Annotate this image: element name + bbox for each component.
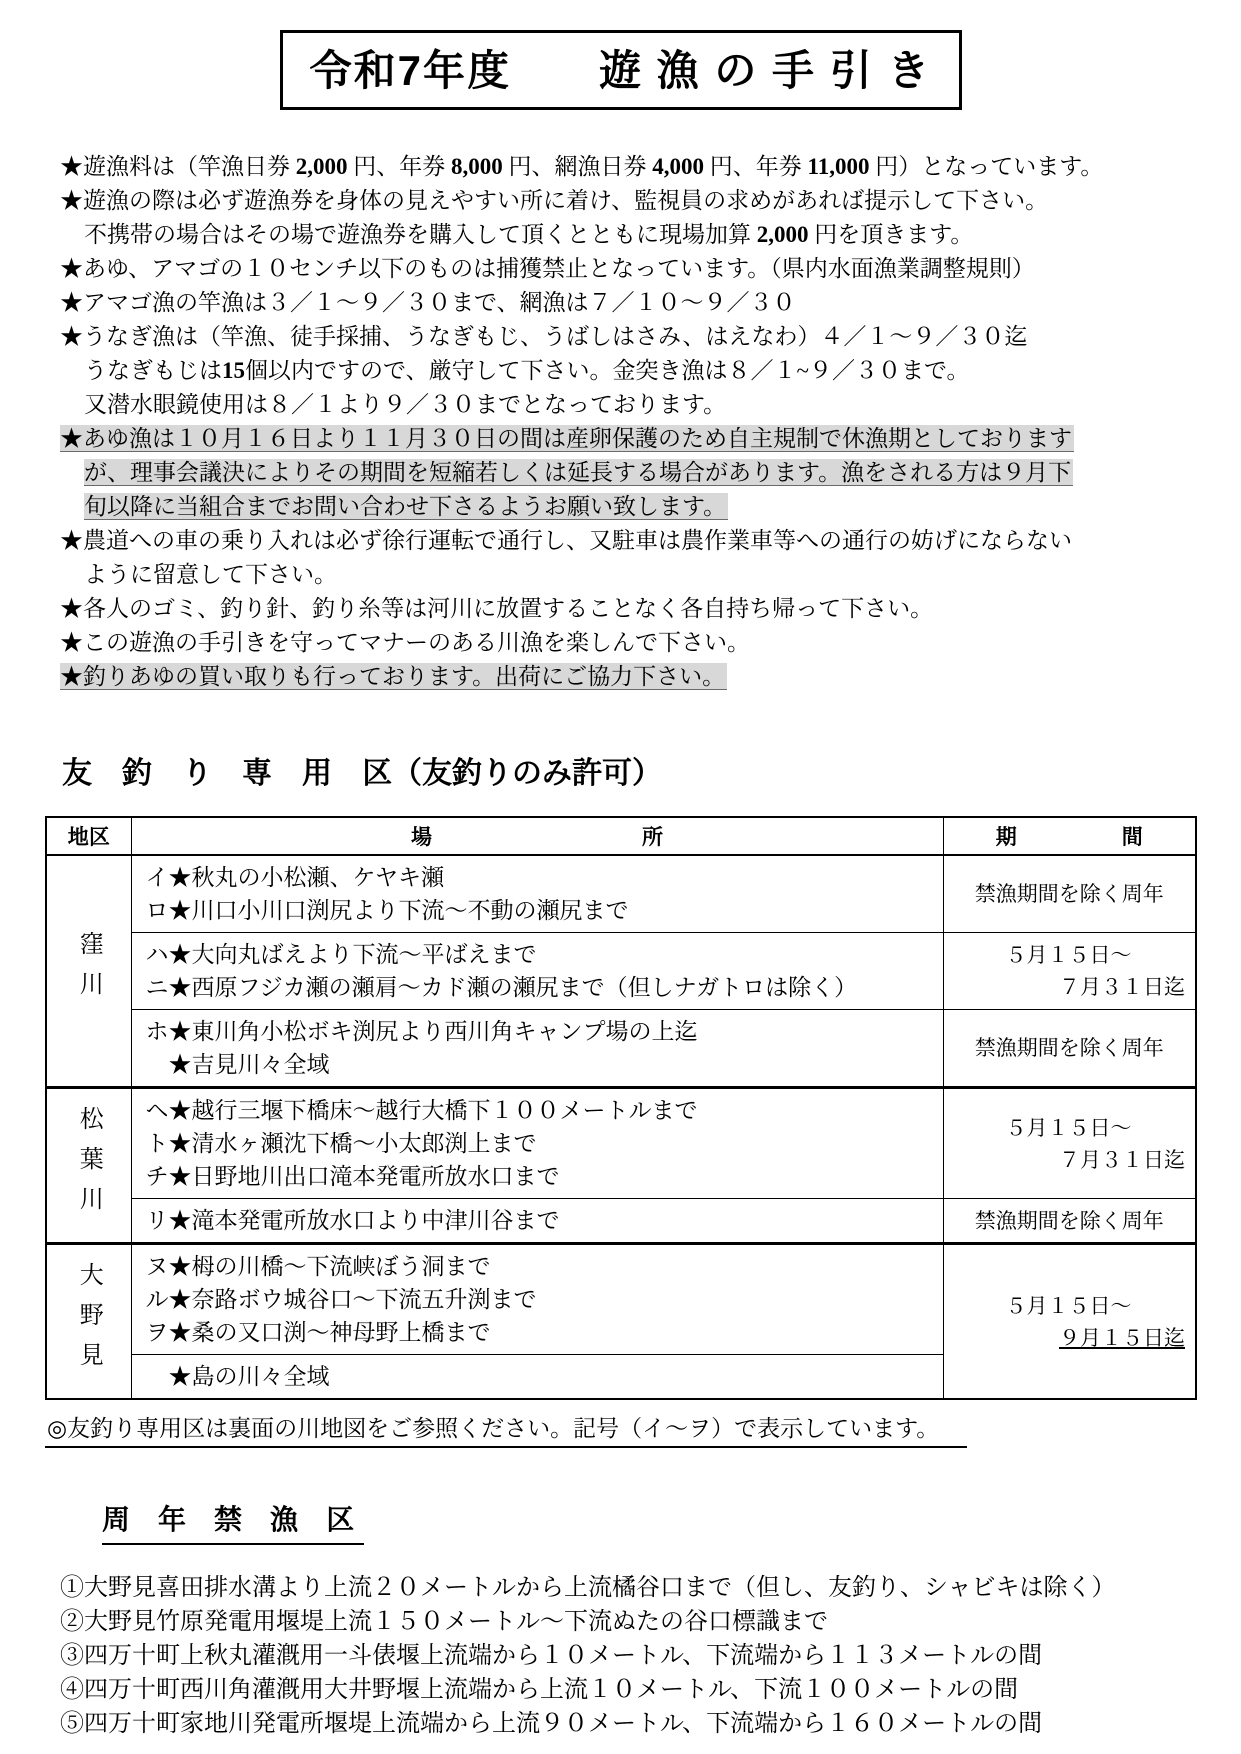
period-text: 禁漁期間を除く周年: [974, 882, 1164, 906]
period-text: ７月３１日迄: [1059, 1147, 1185, 1172]
notice-line: [60, 388, 1201, 422]
district-name-text: 大野見: [75, 1261, 102, 1382]
notice-text: ★農道への車の乗り入れは必ず徐行運転で通行し、又駐車は農作業車等への通行の妨げにならない: [60, 528, 1072, 553]
notices: [60, 150, 1201, 694]
place-cell: [131, 1355, 943, 1400]
table-row: [46, 933, 1196, 1010]
notice-text: 不携帯の場合はその場で遊漁券を購入して頂くとともに現場加算 2,000 円を頂きます。: [84, 222, 974, 247]
period-text: ５月１５日～: [1005, 1293, 1132, 1318]
period-text: 禁漁期間を除く周年: [974, 1208, 1164, 1233]
place-line: ニ★西原フジカ瀬の瀬肩～カド瀬の瀬尻まで（但しナガトロは除く）: [145, 975, 858, 1000]
table-row: [46, 1088, 1196, 1199]
place-cell: [131, 1199, 943, 1244]
place-cell: [131, 1244, 943, 1355]
place-line: ホ★東川角小松ボキ渕尻より西川角キャンプ場の上迄: [145, 1019, 698, 1044]
tomozuri-section-heading: 友 釣 り 専 用 区（友釣りのみ許可）: [62, 757, 662, 790]
closed-list: [60, 1571, 1201, 1741]
table-header-period: 期 間: [943, 817, 1196, 855]
period-cell: [943, 933, 1196, 1010]
district-name: [46, 1088, 131, 1244]
notice-text: ★遊漁の際は必ず遊漁券を身体の見えやすい所に着け、監視員の求めがあれば提示して下さい。: [60, 188, 1049, 213]
place-line: リ★滝本発電所放水口より中津川谷まで: [145, 1208, 560, 1233]
period-cell: [943, 1010, 1196, 1088]
notice-text: ★アマゴ漁の竿漁は３／１～９／３０まで、網漁は７／１０～９／３０: [60, 290, 796, 315]
place-cell: [131, 933, 943, 1010]
place-line: ロ★川口小川口渕尻より下流～不動の瀬尻まで: [145, 898, 629, 923]
district-name-text: 松葉川: [75, 1105, 102, 1226]
notice-text-highlighted: ★釣りあゆの買い取りも行っております。出荷にご協力下さい。: [60, 664, 726, 689]
notice-line: [60, 422, 1201, 456]
notice-line: [60, 592, 1201, 626]
table-row: [46, 1199, 1196, 1244]
place-cell: [131, 1088, 943, 1199]
closed-item: ④四万十町西川角灌漑用大井野堰上流端から上流１０メートル、下流１００メートルの間: [60, 1677, 1019, 1703]
notice-text: 又潜水眼鏡使用は８／１より９／３０までとなっております。: [84, 392, 727, 417]
title-box: [280, 30, 962, 110]
notice-line: [60, 456, 1201, 490]
district-name: [46, 855, 131, 1088]
period-cell: [943, 1244, 1196, 1400]
period-text: ９月１５日迄: [1059, 1325, 1185, 1350]
place-line: ヘ★越行三堰下橋床～越行大橋下１００メートルまで: [145, 1098, 698, 1123]
notice-text: ★各人のゴミ、釣り針、釣り糸等は河川に放置することなく各自持ち帰って下さい。: [60, 596, 934, 621]
table-row: [46, 1010, 1196, 1088]
notice-line: [60, 320, 1201, 354]
place-line: ★吉見川々全域: [145, 1052, 330, 1077]
notice-text: ★遊漁料は（竿漁日券 2,000 円、年券 8,000 円、網漁日券 4,000 円、年券 11,000 円）となっています。: [60, 154, 1104, 179]
notice-line: [60, 490, 1201, 524]
tomozuri-table: [45, 816, 1197, 1400]
notice-text: ように留意して下さい。: [84, 562, 337, 587]
map-note: ◎友釣り専用区は裏面の川地図をご参照ください。記号（イ～ヲ）で表示しています。: [45, 1408, 967, 1448]
closed-item: ⑤四万十町家地川発電所堰堤上流端から上流９０メートル、下流端から１６０メートルの間: [60, 1711, 1043, 1737]
notice-line: [60, 354, 1201, 388]
table-header-place: 場 所: [131, 817, 943, 855]
closed-item: ②大野見竹原発電用堰堤上流１５０メートル～下流ぬたの谷口標識まで: [60, 1609, 828, 1635]
district-name-text: 窪川: [75, 931, 102, 1011]
period-cell: [943, 855, 1196, 933]
place-line: ル★奈路ボウ城谷口～下流五升渕まで: [145, 1287, 537, 1312]
period-text: ７月３１日迄: [1059, 975, 1185, 999]
notice-line: [60, 218, 1201, 252]
place-cell: [131, 1010, 943, 1088]
place-line: イ★秋丸の小松瀬、ケヤキ瀬: [145, 865, 445, 890]
page-title: 令和7年度 遊 漁 の 手 引 き: [309, 47, 932, 94]
notice-line: [60, 660, 1201, 694]
table-header-district: 地区: [46, 817, 131, 855]
notice-line: [60, 626, 1201, 660]
notice-line: [60, 184, 1201, 218]
closed-section-heading: 周 年 禁 漁 区: [102, 1498, 364, 1545]
notice-text-highlighted: ★あゆ漁は１０月１６日より１１月３０日の間は産卵保護のため自主規制で休漁期としております: [60, 426, 1072, 451]
notice-line: [60, 286, 1201, 320]
notice-text: ★あゆ、アマゴの１０センチ以下のものは捕獲禁止となっています。（県内水面漁業調整規則）: [60, 256, 1035, 281]
place-line: ト★清水ヶ瀬沈下橋～小太郎渕上まで: [145, 1131, 537, 1156]
notice-text: ★うなぎ漁は（竿漁、徒手採捕、うなぎもじ、うばしはさみ、はえなわ）４／１～９／３０迄: [60, 324, 1028, 349]
notice-line: [60, 252, 1201, 286]
place-line: ヌ★栂の川橋～下流峡ぼう洞まで: [145, 1254, 491, 1279]
period-text: 禁漁期間を除く周年: [974, 1036, 1164, 1060]
place-line: ★島の川々全域: [145, 1364, 330, 1389]
district-name: [46, 1244, 131, 1400]
table-row: [46, 1244, 1196, 1355]
closed-item: ①大野見喜田排水溝より上流２０メートルから上流橘谷口まで（但し、友釣り、シャビキは除く）: [60, 1575, 1116, 1601]
tomozuri-table-body: [46, 855, 1196, 1399]
notice-text-highlighted: が、理事会議決によりその期間を短縮若しくは延長する場合があります。漁をされる方は９月下: [84, 460, 1072, 485]
period-text: ５月１５日～: [1005, 943, 1132, 967]
table-header-row: [46, 817, 1196, 855]
period-cell: [943, 1199, 1196, 1244]
notice-line: [60, 524, 1201, 558]
table-row: [46, 855, 1196, 933]
notice-line: [60, 150, 1201, 184]
notice-line: [60, 558, 1201, 592]
place-line: チ★日野地川出口滝本発電所放水口まで: [145, 1164, 560, 1189]
place-cell: [131, 855, 943, 933]
period-text: ５月１５日～: [1005, 1115, 1132, 1140]
place-line: ヲ★桑の又口渕～神母野上橋まで: [145, 1320, 491, 1345]
place-line: ハ★大向丸ばえより下流～平ばえまで: [145, 942, 537, 967]
notice-text-highlighted: 旬以降に当組合までお問い合わせ下さるようお願い致します。: [84, 494, 727, 519]
notice-text: うなぎもじは15個以内ですので、厳守して下さい。金突き漁は８／１~９／３０まで。: [84, 358, 970, 383]
period-cell: [943, 1088, 1196, 1199]
closed-item: ③四万十町上秋丸灌漑用一斗俵堰上流端から１０メートル、下流端から１１３メートルの間: [60, 1643, 1043, 1669]
notice-text: ★この遊漁の手引きを守ってマナーのある川漁を楽しんで下さい。: [60, 630, 750, 655]
